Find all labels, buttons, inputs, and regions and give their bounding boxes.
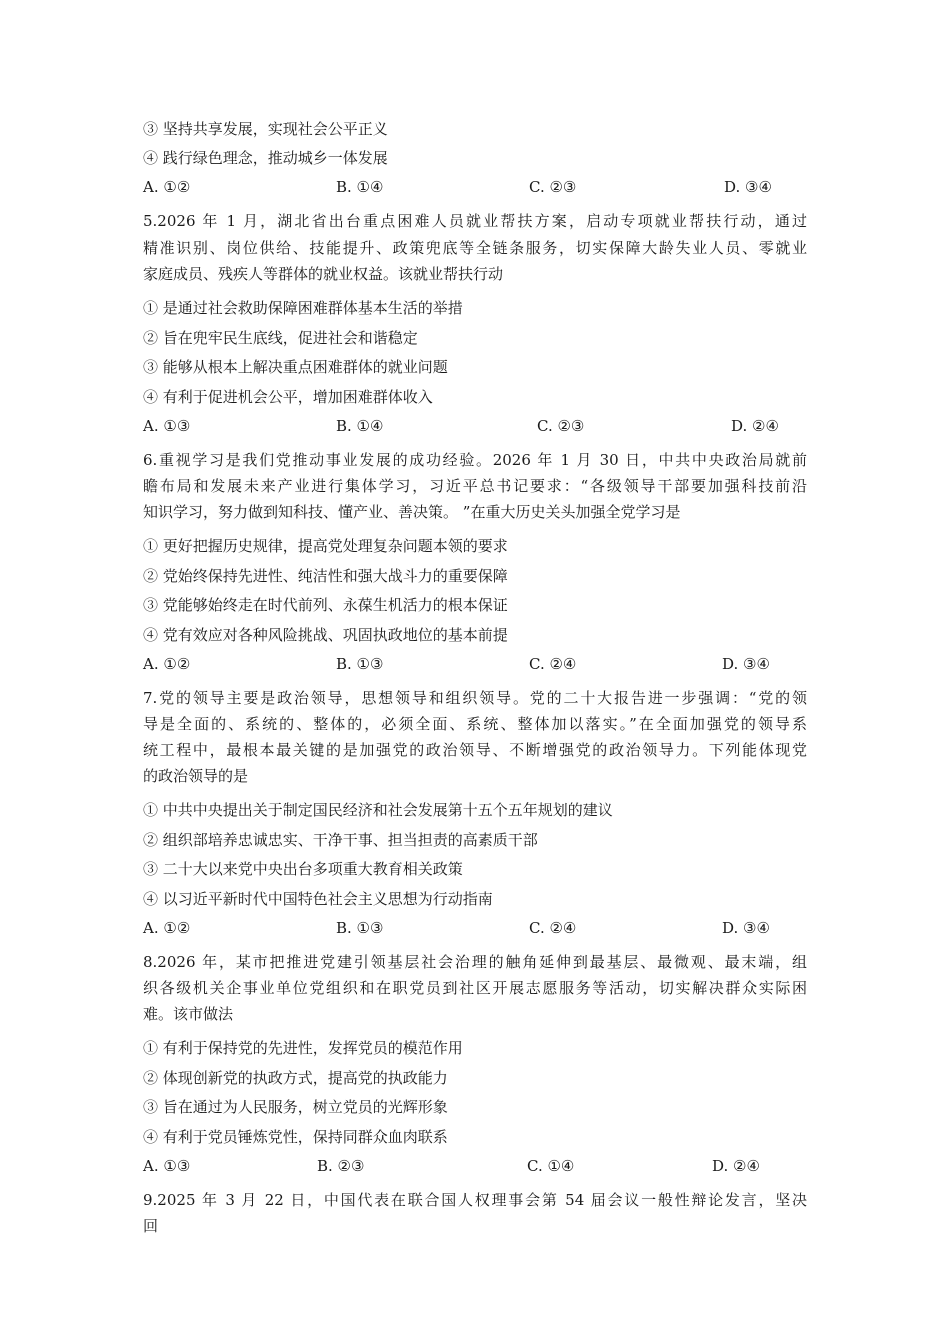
- q4-item-3: ③ 坚持共享发展，实现社会公平正义: [143, 120, 388, 138]
- q7-item-2: ② 组织部培养忠诚忠实、干净干事、担当担责的高素质干部: [143, 831, 538, 849]
- q9-stem-line: 回: [143, 1217, 159, 1235]
- q6-options: [143, 654, 823, 674]
- q7-option-a[interactable]: A. ①②: [143, 919, 191, 937]
- q6-stem-line: 知识学习，努力做到知科技、懂产业、善决策。 ”在重大历史关头加强全党学习是: [143, 503, 681, 521]
- q5-stem-line: 家庭成员、残疾人等群体的就业权益。该就业帮扶行动: [143, 265, 504, 283]
- q6-option-a[interactable]: A. ①②: [143, 655, 191, 673]
- q5-option-b[interactable]: B. ①④: [336, 417, 384, 435]
- q5-options: [143, 416, 823, 436]
- q8-option-c[interactable]: C. ①④: [527, 1157, 575, 1175]
- q5-option-a[interactable]: A. ①③: [143, 417, 191, 435]
- q7-options: [143, 918, 823, 938]
- q7-stem-line: 的政治领导的是: [143, 767, 249, 785]
- q7-stem-line: 7.党的领导主要是政治领导，思想领导和组织领导。党的二十大报告进一步强调：“党的领: [143, 689, 807, 707]
- q8-option-b[interactable]: B. ②③: [317, 1157, 365, 1175]
- q5-item-1: ① 是通过社会救助保障困难群体基本生活的举措: [143, 299, 463, 317]
- q6-item-2: ② 党始终保持先进性、纯洁性和强大战斗力的重要保障: [143, 567, 508, 585]
- q4-option-a[interactable]: A. ①②: [143, 178, 191, 196]
- q5-item-3: ③ 能够从根本上解决重点困难群体的就业问题: [143, 358, 448, 376]
- q6-option-b[interactable]: B. ①③: [336, 655, 384, 673]
- q8-item-2: ② 体现创新党的执政方式，提高党的执政能力: [143, 1069, 448, 1087]
- q6-option-d[interactable]: D. ③④: [722, 655, 770, 673]
- q7-item-3: ③ 二十大以来党中央出台多项重大教育相关政策: [143, 860, 463, 878]
- q8-option-d[interactable]: D. ②④: [712, 1157, 760, 1175]
- q5-option-d[interactable]: D. ②④: [731, 417, 779, 435]
- q8-stem-line: 8.2026 年，某市把推进党建引领基层社会治理的触角延伸到最基层、最微观、最末端，组: [143, 953, 807, 971]
- q6-item-1: ① 更好把握历史规律，提高党处理复杂问题本领的要求: [143, 537, 508, 555]
- q7-item-1: ① 中共中央提出关于制定国民经济和社会发展第十五个五年规划的建议: [143, 801, 613, 819]
- q8-item-1: ① 有利于保持党的先进性，发挥党员的模范作用: [143, 1039, 463, 1057]
- q7-stem-line: 导是全面的、系统的、整体的，必须全面、系统、整体加以落实。”在全面加强党的领导系: [143, 715, 807, 733]
- q8-item-3: ③ 旨在通过为人民服务，树立党员的光辉形象: [143, 1098, 448, 1116]
- q7-stem-line: 统工程中，最根本最关键的是加强党的政治领导、不断增强党的政治领导力。下列能体现党: [143, 741, 807, 759]
- q8-stem-line: 难。该市做法: [143, 1005, 234, 1023]
- q7-option-b[interactable]: B. ①③: [336, 919, 384, 937]
- q6-item-4: ④ 党有效应对各种风险挑战、巩固执政地位的基本前提: [143, 626, 508, 644]
- q9-stem-line: 9.2025 年 3 月 22 日，中国代表在联合国人权理事会第 54 届会议一般性辩论发言，坚决: [143, 1191, 807, 1209]
- q6-stem-line: 瞻布局和发展未来产业进行集体学习，习近平总书记要求：“各级领导干部要加强科技前沿: [143, 477, 807, 495]
- q4-options: [143, 177, 823, 197]
- q4-option-d[interactable]: D. ③④: [724, 178, 772, 196]
- q5-stem-line: 5.2026 年 1 月，湖北省出台重点困难人员就业帮扶方案，启动专项就业帮扶行动，通过: [143, 212, 807, 230]
- q6-option-c[interactable]: C. ②④: [529, 655, 577, 673]
- q4-option-b[interactable]: B. ①④: [336, 178, 384, 196]
- q4-item-4: ④ 践行绿色理念，推动城乡一体发展: [143, 149, 388, 167]
- q7-option-d[interactable]: D. ③④: [722, 919, 770, 937]
- q5-stem-line: 精准识别、岗位供给、技能提升、政策兜底等全链条服务，切实保障大龄失业人员、零就业: [143, 239, 807, 257]
- q5-item-4: ④ 有利于促进机会公平，增加困难群体收入: [143, 388, 433, 406]
- q4-option-c[interactable]: C. ②③: [529, 178, 577, 196]
- q5-item-2: ② 旨在兜牢民生底线，促进社会和谐稳定: [143, 329, 418, 347]
- q7-item-4: ④ 以习近平新时代中国特色社会主义思想为行动指南: [143, 890, 493, 908]
- q6-stem-line: 6.重视学习是我们党推动事业发展的成功经验。2026 年 1 月 30 日，中共中央政治局就前: [143, 451, 807, 469]
- q8-stem-line: 织各级机关企事业单位党组织和在职党员到社区开展志愿服务等活动，切实解决群众实际困: [143, 979, 807, 997]
- q5-option-c[interactable]: C. ②③: [537, 417, 585, 435]
- q8-option-a[interactable]: A. ①③: [143, 1157, 191, 1175]
- q7-option-c[interactable]: C. ②④: [529, 919, 577, 937]
- q8-item-4: ④ 有利于党员锤炼党性，保持同群众血肉联系: [143, 1128, 448, 1146]
- q8-options: [143, 1156, 823, 1176]
- q6-item-3: ③ 党能够始终走在时代前列、永葆生机活力的根本保证: [143, 596, 508, 614]
